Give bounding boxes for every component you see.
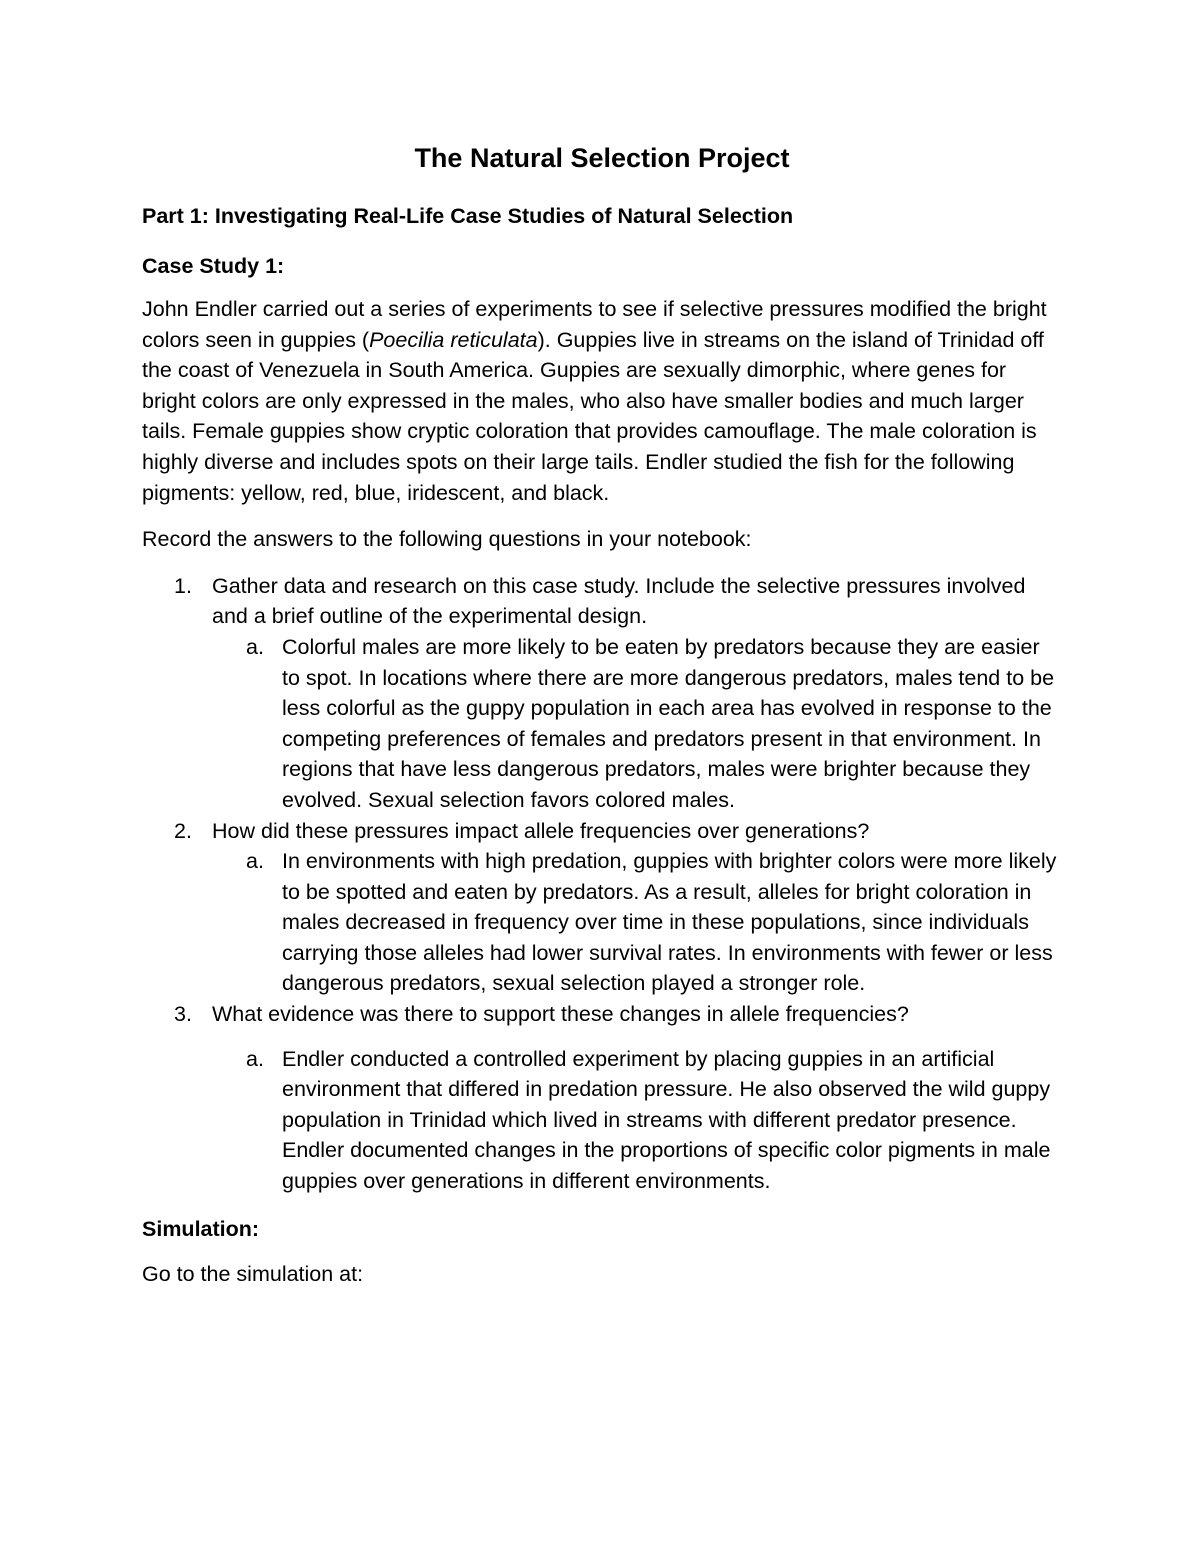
answer-item [142, 632, 1062, 816]
question-list [142, 571, 1062, 1197]
question-item [142, 999, 1062, 1030]
part-heading: Part 1: Investigating Real-Life Case Studies of Natural Selection [142, 204, 794, 228]
question-number: 2. [174, 818, 192, 843]
question-text: How did these pressures impact allele frequencies over generations? [212, 818, 870, 843]
intro-text-end: ). Guppies live in streams on the island of Trinidad off the coast of Venezuela in South America. Guppies are sexually dimorphic, where genes for bright colors are only expressed in the males, who also have smaller bodies and much larger tails. Female guppies show cryptic coloration that provides camouflage. The male coloration is highly diverse and includes spots on their large tails. Endler studied the fish for the following pigments: yellow, red, blue, iridescent, and black. [142, 327, 1044, 505]
question-text: What evidence was there to support these changes in allele frequencies? [212, 1002, 909, 1027]
answer-letter: a. [246, 1046, 264, 1071]
answer-text: Colorful males are more likely to be eaten by predators because they are easier to spot. In locations where there are more dangerous predators, males tend to be less colorful as the guppy population in each area has evolved in response to the competing preferences of females and predators present in that environment. In regions that have less dangerous predators, males were brighter because they evolved. Sexual selection favors colored males. [282, 634, 1055, 812]
question-text: Gather data and research on this case study. Include the selective pressures involved and a brief outline of the experimental design. [212, 573, 1026, 629]
simulation-text: Go to the simulation at: [142, 1261, 364, 1286]
answer-letter: a. [246, 849, 264, 874]
intro-paragraph [142, 294, 1062, 508]
question-item [142, 571, 1062, 632]
answer-item [142, 846, 1062, 999]
instruction-text: Record the answers to the following questions in your notebook: [142, 527, 752, 552]
intro-text-start: John Endler carried out a series of experiments to see if selective pressures modified the bright colors seen in guppies ( [142, 297, 1047, 352]
question-item [142, 816, 1062, 847]
answer-letter: a. [246, 634, 264, 659]
answer-item [142, 1044, 1062, 1197]
simulation-heading: Simulation: [142, 1216, 260, 1241]
species-name: Poecilia reticulata [369, 327, 538, 352]
answer-text: In environments with high predation, guppies with brighter colors were more likely to be spotted and eaten by predators. As a result, alleles for bright coloration in males decreased in frequency over time in these populations, since individuals carrying those alleles had lower survival rates. In environments with fewer or less dangerous predators, sexual selection played a stronger role. [282, 849, 1057, 996]
document-content [142, 140, 1062, 1305]
case-study-heading: Case Study 1: [142, 254, 285, 278]
question-number: 3. [174, 1002, 192, 1027]
answer-text: Endler conducted a controlled experiment by placing guppies in an artificial environment that differed in predation pressure. He also observed the wild guppy population in Trinidad which lived in streams with different predator presence. Endler documented changes in the proportions of specific color pigments in male guppies over generations in different environments. [282, 1046, 1051, 1194]
question-number: 1. [174, 573, 192, 598]
document-title: The Natural Selection Project [414, 143, 790, 173]
